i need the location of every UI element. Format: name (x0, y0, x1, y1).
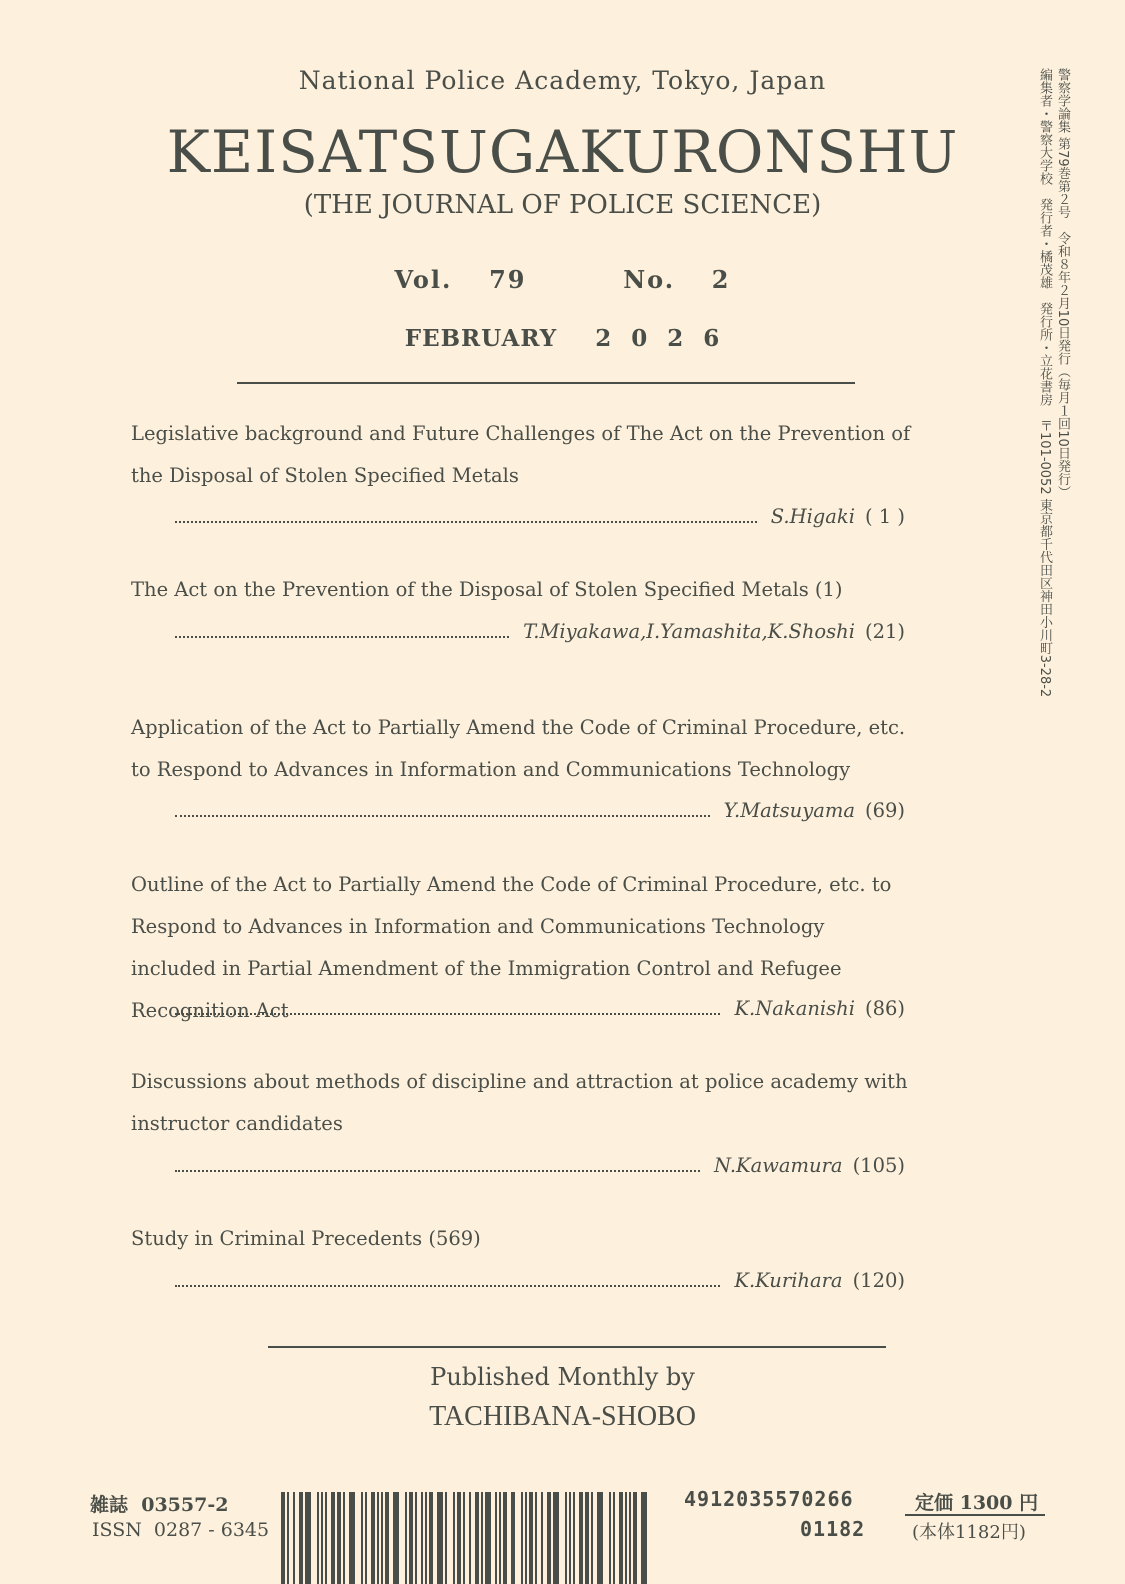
barcode-bar (325, 1492, 327, 1584)
barcode-bar (633, 1492, 637, 1584)
barcode-bar (299, 1492, 303, 1584)
barcode-bar (619, 1492, 623, 1584)
barcode-bar (405, 1492, 407, 1584)
dot-leader (175, 618, 509, 638)
toc-title: Discussions about methods of discipline and attraction at police academy with instructor candidates (131, 1070, 908, 1135)
dot-leader (175, 503, 757, 523)
dot-leader (175, 1267, 720, 1287)
published-label: Published Monthly by (430, 1363, 695, 1391)
barcode-bar (361, 1492, 363, 1584)
toc-page: (21) (864, 620, 905, 643)
barcode-bar (629, 1492, 631, 1584)
toc-entry-line (175, 618, 905, 648)
barcode-bar (337, 1492, 341, 1584)
barcode-bar (541, 1492, 543, 1584)
toc-title: Legislative background and Future Challenges of The Act on the Prevention of the Disposal of Stolen Specified Metals (131, 422, 911, 487)
toc-author: K.Nakanishi (734, 997, 855, 1020)
toc-author: N.Kawamura (714, 1154, 843, 1177)
barcode-bar (573, 1492, 575, 1584)
barcode-bar (287, 1492, 289, 1584)
toc-author: S.Higaki (770, 505, 855, 528)
barcode (281, 1492, 652, 1584)
issue-date: FEBRUARY 2 0 2 6 (404, 325, 721, 352)
barcode-bar (535, 1492, 537, 1584)
toc-title: Study in Criminal Precedents (569) (131, 1227, 481, 1250)
barcode-bar (565, 1492, 567, 1584)
dot-leader (175, 797, 710, 817)
toc-author: Y.Matsuyama (723, 799, 855, 822)
barcode-bar (457, 1492, 461, 1584)
toc-author: T.Miyakawa,I.Yamashita,K.Shoshi (523, 620, 855, 643)
barcode-bar (381, 1492, 383, 1584)
barcode-bar (331, 1492, 335, 1584)
toc-page: (69) (864, 799, 905, 822)
barcode-bar (463, 1492, 465, 1584)
barcode-bar (429, 1492, 433, 1584)
dot-leader (175, 1152, 700, 1172)
toc-author: K.Kurihara (734, 1269, 843, 1292)
toc-page: (86) (864, 997, 905, 1020)
toc-page: ( 1 ) (864, 505, 905, 528)
barcode-bar (525, 1492, 527, 1584)
barcode-bar (437, 1492, 443, 1584)
barcode-bar (521, 1492, 523, 1584)
barcode-bar (377, 1492, 379, 1584)
toc-title: The Act on the Prevention of the Disposal of Stolen Specified Metals (1) (131, 578, 843, 601)
barcode-bar (281, 1492, 285, 1584)
base-price: (本体1182円) (912, 1522, 1026, 1543)
barcode-bar (609, 1492, 611, 1584)
publisher-name: TACHIBANA-SHOBO (429, 1401, 696, 1432)
toc-entry-line (175, 1152, 905, 1182)
barcode-bar (547, 1492, 551, 1584)
barcode-bar (469, 1492, 471, 1584)
barcode-bar (365, 1492, 367, 1584)
barcode-bar (425, 1492, 427, 1584)
toc-title: Outline of the Act to Partially Amend the Code of Criminal Procedure, etc. to Respond to Advances in Information and Communications Technology included in Partial Amendment of the Immigration Control and Refugee Recognition Act (131, 873, 892, 1022)
barcode-bar (321, 1492, 323, 1584)
toc-page: (105) (852, 1154, 905, 1177)
barcode-bar (409, 1492, 413, 1584)
barcode-bar (625, 1492, 627, 1584)
barcode-bar (393, 1492, 399, 1584)
barcode-bar (585, 1492, 589, 1584)
issn: ISSN 0287 - 6345 (92, 1519, 270, 1541)
barcode-number-secondary: 01182 (800, 1517, 866, 1541)
toc-entry-line (175, 1267, 905, 1297)
dot-leader (175, 995, 720, 1015)
barcode-bar (495, 1492, 497, 1584)
volume-number (0, 265, 1125, 294)
barcode-bar (415, 1492, 417, 1584)
barcode-bar (511, 1492, 515, 1584)
barcode-bar (613, 1492, 615, 1584)
barcode-bar (481, 1492, 483, 1584)
toc-entry-line (175, 503, 905, 533)
barcode-bar (445, 1492, 447, 1584)
barcode-bar (579, 1492, 583, 1584)
journal-subtitle: (THE JOURNAL OF POLICE SCIENCE) (303, 190, 822, 220)
magazine-code: 雑誌 03557-2 (90, 1494, 229, 1516)
barcode-bar (371, 1492, 375, 1584)
spine-text-line-2: 編集者・警察大学校 発行者・橘茂雄 発行所・立花書房 〒101-0052 東京都千代田区神田小川町3-28-2 (1037, 68, 1052, 698)
toc-title: Application of the Act to Partially Amend the Code of Criminal Procedure, etc. to Respond to Advances in Information and Communications Technology (131, 716, 906, 781)
barcode-bar (503, 1492, 507, 1584)
barcode-bar (305, 1492, 311, 1584)
toc-entry-line (175, 797, 905, 827)
barcode-bar (485, 1492, 491, 1584)
spine-text-line-1: 警察学論集 第79巻第２号 令和８年２月10日発行（毎月１回10日発行） (1055, 68, 1070, 499)
barcode-bar (349, 1492, 355, 1584)
barcode-bar (421, 1492, 423, 1584)
barcode-bar (475, 1492, 479, 1584)
barcode-bar (597, 1492, 603, 1584)
journal-title: KEISATSUGAKURONSHU (166, 118, 959, 186)
barcode-bar (499, 1492, 501, 1584)
divider (237, 382, 855, 384)
barcode-bar (343, 1492, 345, 1584)
barcode-number: 4912035570266 (684, 1487, 854, 1511)
toc-page: (120) (852, 1269, 905, 1292)
volume: Vol. 79 (394, 265, 527, 294)
barcode-bar (569, 1492, 571, 1584)
barcode-bar (385, 1492, 389, 1584)
barcode-bar (293, 1492, 295, 1584)
barcode-bar (453, 1492, 455, 1584)
barcode-bar (641, 1492, 647, 1584)
toc-entry-line (175, 995, 905, 1025)
barcode-bar (529, 1492, 533, 1584)
barcode-bar (553, 1492, 559, 1584)
issue-number: No. 2 (623, 265, 731, 294)
price-underline (905, 1514, 1045, 1516)
academy-name: National Police Academy, Tokyo, Japan (298, 66, 827, 95)
price: 定価 1300 円 (915, 1492, 1039, 1514)
divider (268, 1346, 886, 1348)
barcode-bar (591, 1492, 593, 1584)
barcode-bar (317, 1492, 319, 1584)
